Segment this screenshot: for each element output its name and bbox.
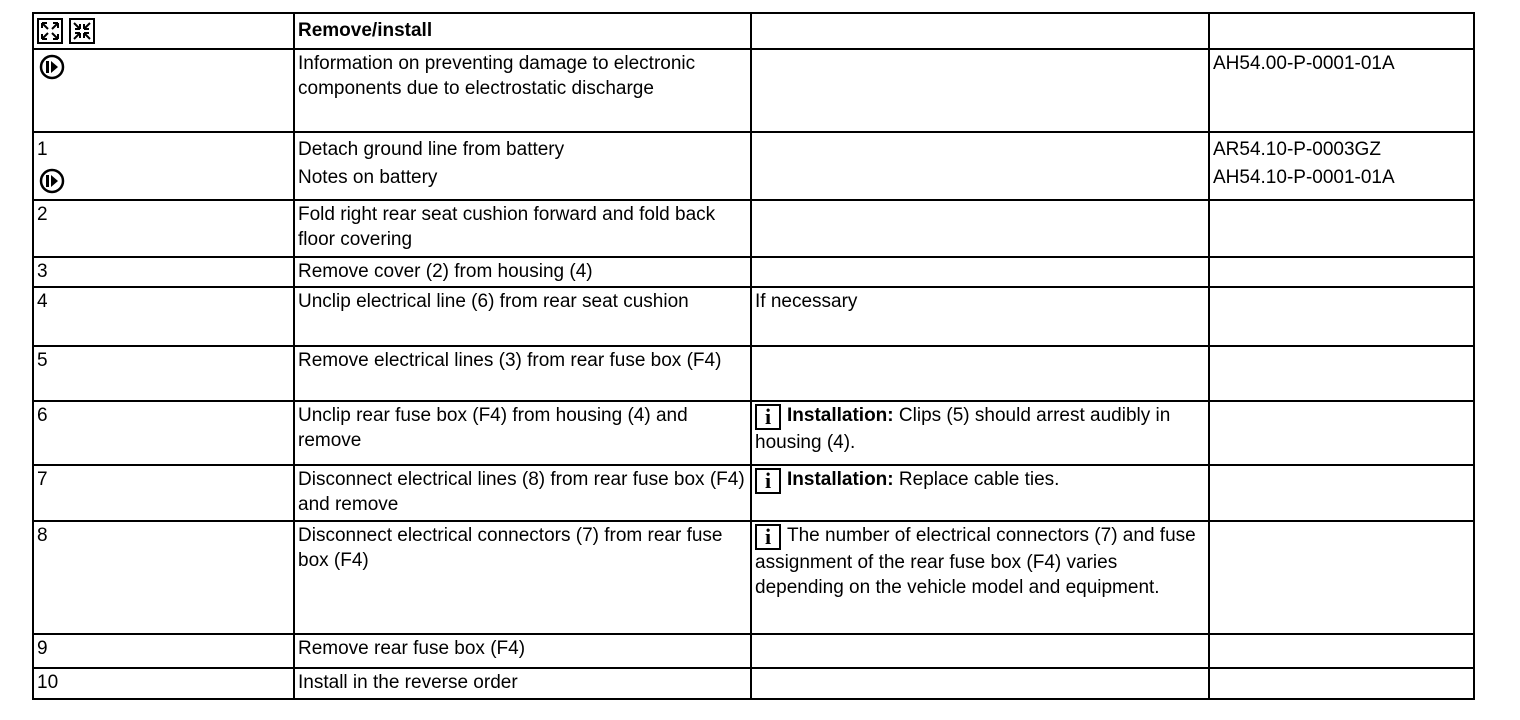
step-number: 2: [33, 200, 294, 257]
step-note: [751, 200, 1209, 257]
reference-cell: [1209, 465, 1474, 521]
step-description: Remove electrical lines (3) from rear fuse box (F4): [294, 346, 751, 401]
info-icon: i: [755, 404, 781, 430]
table-row: [33, 401, 1474, 465]
step-cell: [33, 49, 294, 132]
reference-cell: [1209, 257, 1474, 287]
step-description: Disconnect electrical connectors (7) from rear fuse box (F4): [294, 521, 751, 634]
info-icon: i: [755, 468, 781, 494]
table-row: [33, 257, 1474, 287]
table-row: [33, 668, 1474, 699]
table-row: [33, 346, 1474, 401]
step-description: Remove rear fuse box (F4): [294, 634, 751, 668]
step-note: [751, 132, 1209, 200]
sub-description: Notes on battery: [298, 167, 438, 188]
step-note: [751, 634, 1209, 668]
table-header-row: [33, 13, 1474, 49]
info-icon: i: [755, 524, 781, 550]
table-row: [33, 465, 1474, 521]
collapse-arrows-icon[interactable]: [69, 18, 95, 44]
step-number: 1: [37, 139, 48, 160]
note-text: The number of electrical connectors (7) and fuse assignment of the rear fuse box (F4) varies depending on the vehicle model and equipment.: [755, 525, 1196, 598]
table-row: [33, 521, 1474, 634]
step-cell: [33, 132, 294, 200]
reference-cell: [1209, 668, 1474, 699]
header-icons-cell: [33, 13, 294, 49]
table-row: [33, 49, 1474, 132]
step-note: [751, 668, 1209, 699]
reference-cell: [1209, 401, 1474, 465]
header-empty-cell: [1209, 13, 1474, 49]
step-number: 8: [33, 521, 294, 634]
note-arrow-icon: [37, 165, 67, 197]
header-empty-cell: [751, 13, 1209, 49]
note-label: Installation:: [787, 405, 894, 426]
step-description: Unclip rear fuse box (F4) from housing (4) and remove: [294, 401, 751, 465]
note-text: Clips (5) should arrest audibly in housing (4).: [755, 405, 1171, 453]
step-note: [751, 346, 1209, 401]
reference-cell: [1209, 521, 1474, 634]
reference-cell: [1209, 634, 1474, 668]
step-description: Unclip electrical line (6) from rear seat cushion: [294, 287, 751, 346]
reference-link[interactable]: AH54.00-P-0001-01A: [1209, 49, 1474, 132]
step-number: 3: [33, 257, 294, 287]
step-note: [751, 401, 1209, 465]
note-arrow-icon: [37, 51, 67, 83]
step-number: 5: [33, 346, 294, 401]
step-number: 10: [33, 668, 294, 699]
reference-cell: [1209, 132, 1474, 200]
procedure-table: [32, 12, 1475, 700]
reference-link[interactable]: AH54.10-P-0001-01A: [1213, 167, 1395, 188]
step-description: Disconnect electrical lines (8) from rear fuse box (F4) and remove: [294, 465, 751, 521]
reference-cell: [1209, 200, 1474, 257]
step-description: Information on preventing damage to electronic components due to electrostatic discharge: [294, 49, 751, 132]
step-description: Install in the reverse order: [294, 668, 751, 699]
step-description: Fold right rear seat cushion forward and fold back floor covering: [294, 200, 751, 257]
table-row: [33, 287, 1474, 346]
step-number: 6: [33, 401, 294, 465]
step-note: [751, 49, 1209, 132]
section-title: Remove/install: [294, 13, 751, 49]
step-description: Remove cover (2) from housing (4): [294, 257, 751, 287]
step-note: If necessary: [751, 287, 1209, 346]
reference-cell: [1209, 287, 1474, 346]
step-note: [751, 465, 1209, 521]
reference-cell: [1209, 346, 1474, 401]
step-note: [751, 257, 1209, 287]
step-number: 9: [33, 634, 294, 668]
step-number: 4: [33, 287, 294, 346]
step-note: [751, 521, 1209, 634]
note-text: Replace cable ties.: [898, 469, 1060, 490]
step-number: 7: [33, 465, 294, 521]
expand-arrows-icon[interactable]: [37, 18, 63, 44]
table-row: [33, 634, 1474, 668]
reference-link[interactable]: AR54.10-P-0003GZ: [1213, 139, 1381, 160]
table-row: [33, 132, 1474, 200]
table-row: [33, 200, 1474, 257]
note-label: Installation:: [787, 469, 894, 490]
step-description: Detach ground line from battery Notes on battery: [294, 132, 751, 200]
